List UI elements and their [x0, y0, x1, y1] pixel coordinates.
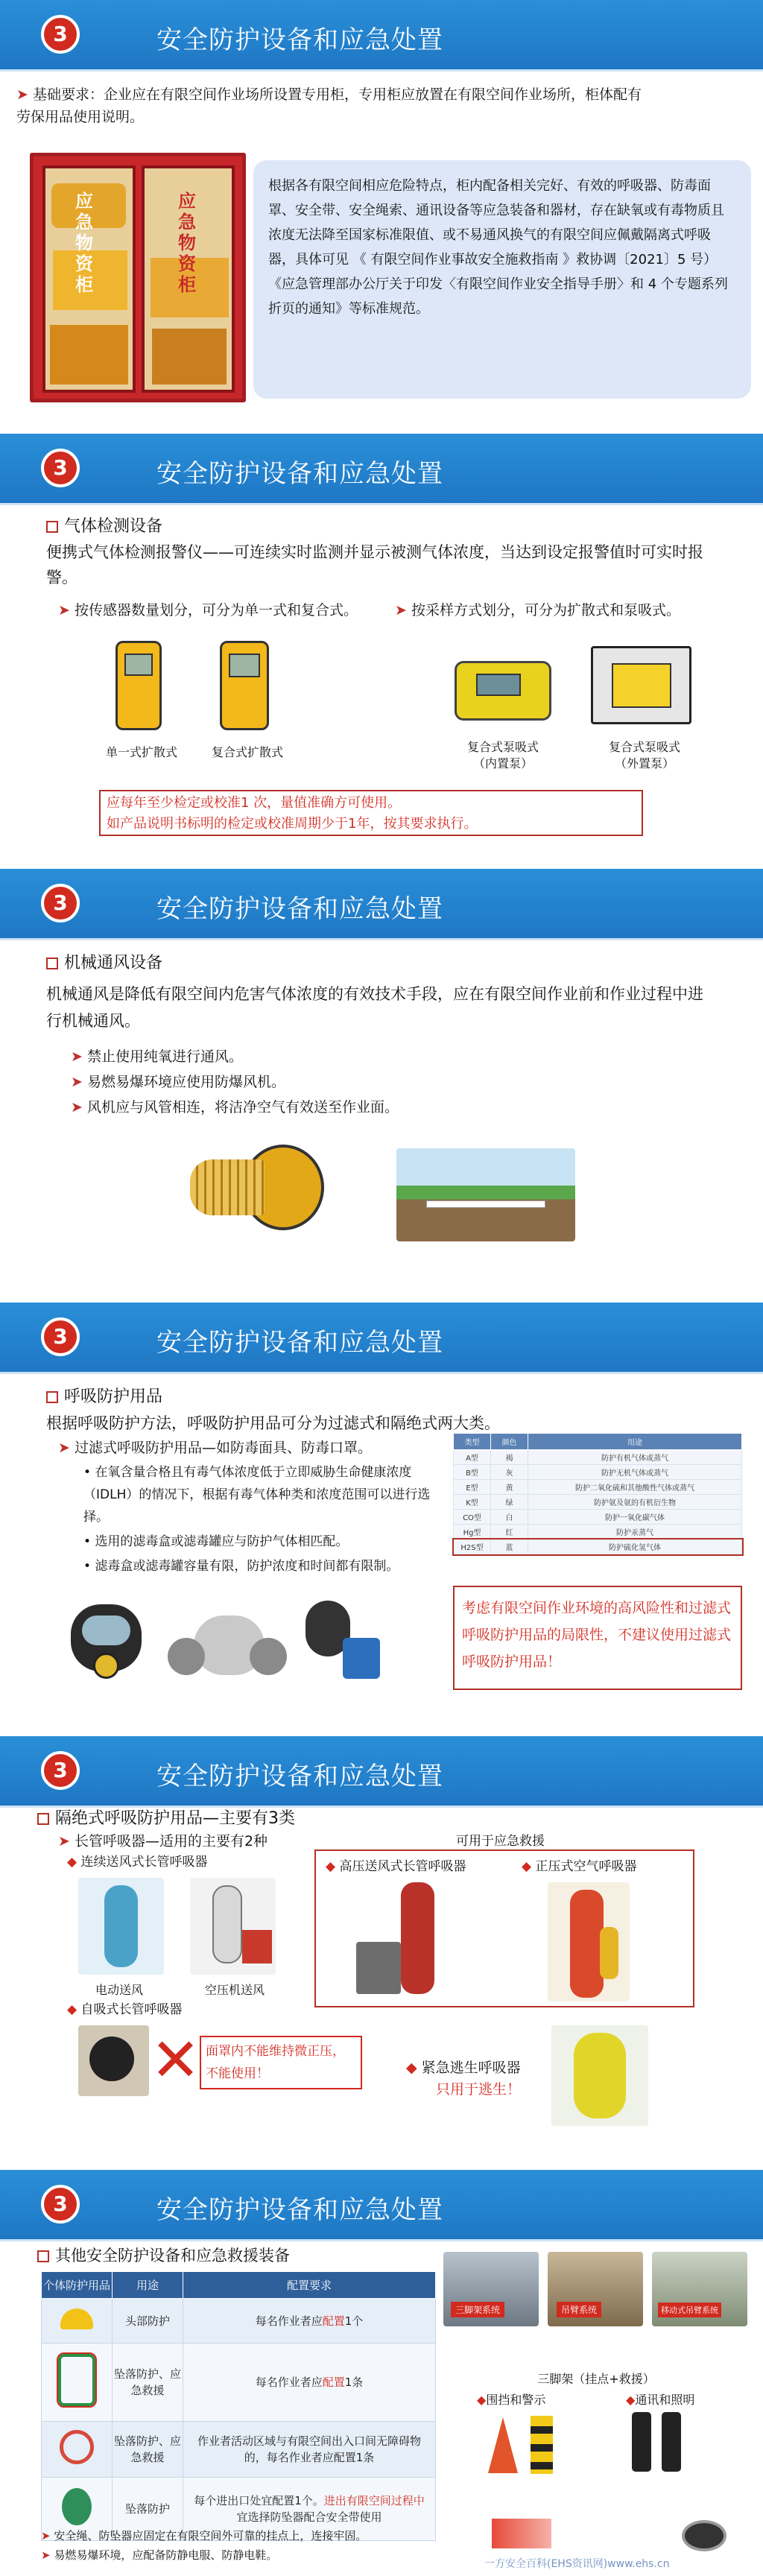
ventilation-bullet-1: ➤ 禁止使用纯氧进行通风。: [71, 1048, 243, 1065]
slide-isolated-respirators: [0, 1736, 763, 2153]
slide-title: 安全防护设备和应急处置: [156, 894, 443, 924]
table-row: K型 绿 防护氨及氨的有机衍生物: [454, 1495, 742, 1510]
escape-respirator-image: [551, 2025, 648, 2126]
basic-requirement: ➤ 基础要求：企业应在有限空间作业场所设置专用柜，专用柜应放置在有限空间作业场所，柜体配有劳保用品使用说明。: [16, 86, 642, 125]
cross-icon: ✕: [151, 2025, 201, 2095]
ppe-table: 个体防护用品 用途 配置要求 头部防护 每名作业者应配置1个 坠落防护、应急救援 每名作业者应配置1条 坠落防护、应急救援 作业者活动区域与有限空间出入口间无障碍物的，每名作业者应配置1条 坠落防护 每个进出口处宜配置1个。进出有限空间过程中宜选择防坠器配合安全带使用: [41, 2271, 436, 2541]
slide-header: [0, 2170, 763, 2241]
table-row: Hg型 红 防护汞蒸气: [454, 1525, 742, 1539]
section-heading: 隔绝式呼吸防护用品—主要有3类: [37, 1808, 295, 1830]
pump-external-detector-image: [591, 646, 691, 724]
filter-warning: 考虑有限空间作业环境的高风险性和过滤式呼吸防护用品的局限性，不建议使用过滤式呼吸防护用品！: [453, 1586, 742, 1690]
radio-icon: [632, 2412, 651, 2472]
filter-detail-1: • 在氧含量合格且有毒气体浓度低于立即威胁生命健康浓度（IDLH）的情况下，根据有毒气体种类和浓度范围可以进行选择。: [83, 1465, 431, 1525]
section-heading: 其他安全防护设备和应急救援装备: [37, 2244, 290, 2267]
gas-detector-intro: 便携式气体检测报警仪——可连续实时监测并显示被测气体浓度，当达到设定报警值时可实时报警。: [46, 543, 703, 586]
warning-post-icon: [531, 2416, 553, 2474]
self-suction-label: ◆ 自吸式长管呼吸器: [67, 2002, 183, 2017]
slide-title: 安全防护设备和应急处置: [156, 2195, 443, 2225]
slide-title: 安全防护设备和应急处置: [156, 25, 443, 55]
filter-color-table: 类型 颜色 用途 A型 褐 防护有机气体或蒸气 B型 灰 防护无机气体或蒸气 E型 黄 防护二氧化硫和其他酸性气体或蒸气 K型 绿 防护氨及氨的有机衍生物 CO型 白 防护一氧化碳气体 Hg型 红 防护汞蒸气 H2S型 蓝 防护硫化氢气体: [453, 1433, 742, 1554]
filter-detail-3: • 滤毒盒或滤毒罐容量有限，防护浓度和时间都有限制。: [83, 1559, 399, 1574]
table-row: CO型 白 防护一氧化碳气体: [454, 1510, 742, 1525]
caption-pump-internal: 复合式泵吸式 （内置泵）: [466, 740, 539, 770]
powered-respirator-image: [298, 1593, 384, 1686]
harness-icon: [58, 2354, 95, 2406]
safety-note-2: ➤ 易燃易爆环境，应配备防静电服、防静电鞋。: [41, 2548, 278, 2562]
airline-respirator-bullet: ➤ 长管呼吸器—适用的主要有2种: [58, 1833, 268, 1849]
calibration-note-1: 应每年至少检定或校准1 次，量值准确方可使用。: [107, 795, 402, 811]
table-row: 坠落防护 每个进出口处宜配置1个。进出有限空间过程中宜选择防坠器配合安全带使用: [42, 2478, 436, 2541]
self-suction-image: [78, 2025, 149, 2096]
table-row: 头部防护 每名作业者应配置1个: [42, 2299, 436, 2344]
mobile-davit-image: 移动式吊臂系统: [652, 2252, 747, 2326]
tripod-caption: 三脚架（挂点+救援）: [537, 2372, 655, 2386]
table-row: B型 灰 防护无机气体或蒸气: [454, 1465, 742, 1480]
rope-icon: [60, 2430, 94, 2464]
self-suction-warning: 面罩内不能维持微正压，不能使用！: [200, 2036, 362, 2089]
traffic-cone-icon: [488, 2417, 518, 2473]
safety-note-1: ➤ 安全绳、防坠器应固定在有限空间外可靠的挂点上，连接牢固。: [41, 2529, 367, 2542]
tape-icon: [492, 2519, 551, 2548]
slide-ventilation: [0, 869, 763, 1286]
caption-electric: 电动送风: [95, 1983, 143, 1997]
table-row: 坠落防护、应急救援 作业者活动区域与有限空间出入口间无障碍物的，每名作业者应配置1条: [42, 2422, 436, 2478]
caption-pump-external: 复合式泵吸式 （外置泵）: [608, 740, 680, 770]
scba-label: ◆ 正压式空气呼吸器: [522, 1859, 637, 1874]
section-number-badge: 3: [41, 1317, 80, 1356]
compressor-blower-image: [190, 1878, 276, 1975]
emergency-cabinet-image: [30, 153, 246, 402]
fall-arrester-icon: [62, 2488, 92, 2525]
slide-header: [0, 434, 763, 505]
table-row: A型 褐 防护有机气体或蒸气: [454, 1450, 742, 1465]
slide-header: [0, 1736, 763, 1808]
slide-title: 安全防护设备和应急处置: [156, 459, 443, 489]
ventilation-intro: 机械通风是降低有限空间内危害气体浓度的有效技术手段，应在有限空间作业前和作业过程中进行机械通风。: [46, 985, 703, 1030]
table-row: H2S型 蓝 防护硫化氢气体: [454, 1539, 742, 1554]
slide-title: 安全防护设备和应急处置: [156, 1762, 443, 1791]
gas-mask-image: [63, 1593, 149, 1686]
table-row: 坠落防护、应急救援 每名作业者应配置1条: [42, 2344, 436, 2422]
ventilation-bullet-2: ➤ 易燃易爆环境应使用防爆风机。: [71, 1074, 285, 1090]
caption-compound-diffusion: 复合式扩散式: [211, 745, 283, 759]
table-row: E型 黄 防护二氧化硫和其他酸性气体或蒸气: [454, 1480, 742, 1495]
cabinet-label-right: 应急物资柜: [178, 191, 196, 295]
headlamp-icon: [682, 2520, 726, 2551]
single-diffusion-detector-image: [115, 641, 162, 730]
slide-title: 安全防护设备和应急处置: [156, 1328, 443, 1358]
section-heading: 气体检测设备: [46, 516, 162, 538]
high-pressure-respirator-image: [356, 1882, 483, 2001]
slide-header: [0, 1303, 763, 1374]
pump-internal-detector-image: [455, 661, 551, 721]
scba-image: [548, 1882, 630, 2001]
comm-lighting-label: ◆通讯和照明: [626, 2393, 695, 2407]
continuous-flow-label: ◆ 连续送风式长管呼吸器: [67, 1855, 208, 1870]
calibration-note-2: 如产品说明书标明的检定或校准周期少于1年，按其要求执行。: [107, 816, 478, 832]
slide-other-equipment: [0, 2170, 763, 2576]
slide-cabinet: [0, 0, 763, 417]
filter-detail-2: • 选用的滤毒盒或滤毒罐应与防护气体相匹配。: [83, 1534, 349, 1549]
compound-diffusion-detector-image: [220, 641, 269, 730]
davit-system-image: 吊臂系统: [548, 2252, 643, 2326]
section-number-badge: 3: [41, 15, 80, 54]
filter-respirator-bullet: ➤ 过滤式呼吸防护用品—如防毒面具、防毒口罩。: [58, 1440, 372, 1456]
calibration-note: [99, 790, 643, 836]
section-heading: 机械通风设备: [46, 952, 162, 975]
section-heading: 呼吸防护用品: [46, 1386, 162, 1408]
section-number-badge: 3: [41, 449, 80, 487]
slide-header: [0, 869, 763, 940]
rescue-use-label: 可用于应急救援: [456, 1834, 545, 1849]
high-pressure-label: ◆ 高压送风式长管呼吸器: [326, 1859, 466, 1874]
slide-gas-detection: [0, 434, 763, 851]
electric-blower-image: [78, 1878, 164, 1975]
fence-warning-label: ◆围挡和警示: [477, 2393, 546, 2407]
ventilation-bullet-3: ➤ 风机应与风管相连，将洁净空气有效送至作业面。: [71, 1099, 399, 1115]
sensor-count-bullet: ➤ 按传感器数量划分，可分为单一式和复合式。: [58, 602, 358, 618]
axial-fan-image: [190, 1137, 328, 1241]
ventilation-scene-image: [396, 1148, 575, 1241]
section-number-badge: 3: [41, 884, 80, 923]
cabinet-label-left: 应急物资柜: [75, 191, 93, 295]
slide-header: [0, 0, 763, 72]
escape-respirator-label: ◆ 紧急逃生呼吸器: [406, 2060, 521, 2076]
helmet-icon: [60, 2308, 93, 2329]
caption-single-diffusion: 单一式扩散式: [105, 745, 177, 759]
caption-compressor: 空压机送风: [204, 1983, 265, 1997]
section-number-badge: 3: [41, 2185, 80, 2224]
slide-respiratory: [0, 1303, 763, 1720]
watermark: 一方安全百科(EHS资讯网)www.ehs.cn: [484, 2558, 670, 2570]
cabinet-description: 根据各有限空间相应危险特点，柜内配备相关完好、有效的呼吸器、防毒面罩、安全带、安全绳索、通讯设备等应急装备和器材，存在缺氧或有毒物质且浓度无法降至国家标准限值、或不易通风换气的有限空间应佩戴隔离式呼吸器，具体可见 《 有限空间作业事故安全施救指南 》救协调〔2021〕5 号）《应急管理部办公厅关于印发〈有限空间作业安全指导手册〉和 4 个专题系列折页的通知》等标准规范。: [253, 160, 751, 399]
respiratory-intro: 根据呼吸防护方法，呼吸防护用品可分为过滤式和隔绝式两大类。: [46, 1414, 500, 1432]
section-number-badge: 3: [41, 1751, 80, 1790]
radio-icon-2: [662, 2412, 681, 2472]
half-mask-image: [164, 1608, 291, 1683]
sampling-bullet: ➤ 按采样方式划分，可分为扩散式和泵吸式。: [395, 602, 680, 618]
escape-only-note: 只用于逃生！: [436, 2081, 522, 2098]
tripod-system-image: 三脚架系统: [443, 2252, 539, 2326]
